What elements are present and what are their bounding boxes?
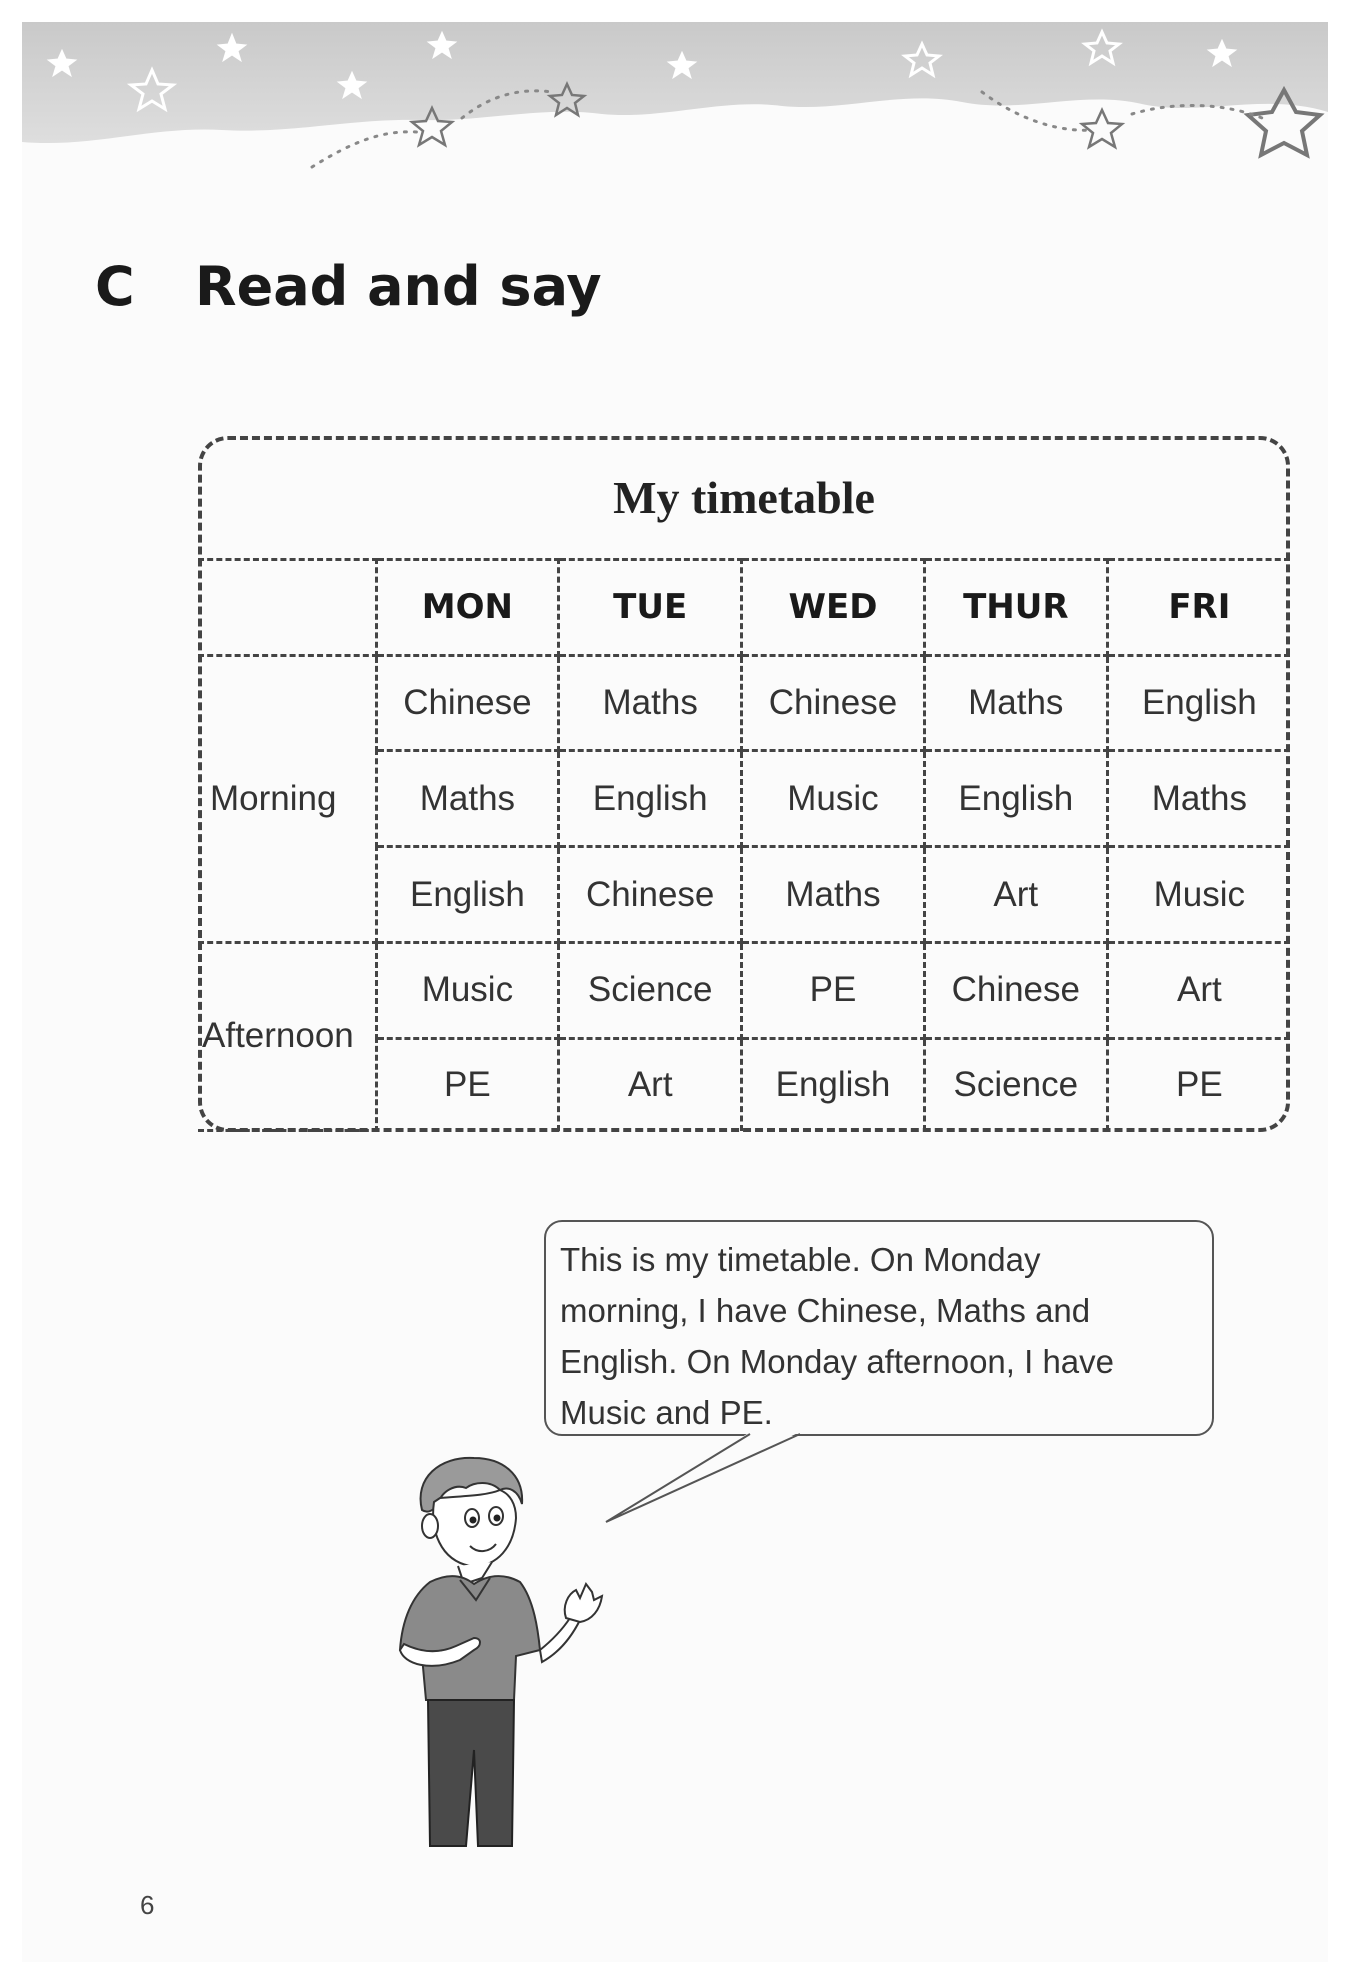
page-number: 6 xyxy=(140,1890,155,1920)
subject-cell: Maths xyxy=(924,655,1107,751)
speech-line: English. On Monday afternoon, I have xyxy=(560,1343,1115,1380)
subject-cell: Art xyxy=(1107,942,1290,1038)
section-heading xyxy=(95,255,602,318)
period-label-morning: Morning xyxy=(198,655,376,942)
table-row xyxy=(198,942,1290,1038)
subject-cell: Art xyxy=(924,847,1107,943)
timetable xyxy=(198,436,1290,1132)
subject-cell: Maths xyxy=(559,655,742,751)
corner-cell xyxy=(198,560,376,656)
subject-cell: Art xyxy=(559,1038,742,1130)
subject-cell: PE xyxy=(376,1038,559,1130)
day-header-thur: THUR xyxy=(924,560,1107,656)
subject-cell: Science xyxy=(559,942,742,1038)
subject-cell: PE xyxy=(742,942,925,1038)
subject-cell: English xyxy=(924,751,1107,847)
subject-cell: Maths xyxy=(742,847,925,943)
subject-cell: Chinese xyxy=(376,655,559,751)
period-label-afternoon: Afternoon xyxy=(198,942,376,1130)
subject-cell: English xyxy=(559,751,742,847)
section-title: Read and say xyxy=(195,255,602,318)
section-letter: C xyxy=(95,255,135,318)
subject-cell: Science xyxy=(924,1038,1107,1130)
subject-cell: Chinese xyxy=(742,655,925,751)
subject-cell: PE xyxy=(1107,1038,1290,1130)
day-header-row xyxy=(198,560,1290,656)
day-header-mon: MON xyxy=(376,560,559,656)
speech-bubble xyxy=(544,1220,1214,1436)
subject-cell: Chinese xyxy=(924,942,1107,1038)
subject-cell: Music xyxy=(742,751,925,847)
subject-cell: English xyxy=(742,1038,925,1130)
speech-line: morning, I have Chinese, Maths and xyxy=(560,1292,1091,1329)
speech-bubble-tail xyxy=(600,1430,830,1530)
subject-cell: Chinese xyxy=(559,847,742,943)
speech-line: Music and PE. xyxy=(560,1394,773,1431)
subject-cell: Music xyxy=(376,942,559,1038)
timetable-title: My timetable xyxy=(613,471,875,523)
day-header-tue: TUE xyxy=(559,560,742,656)
subject-cell: Maths xyxy=(376,751,559,847)
stars-banner xyxy=(22,22,1328,192)
subject-cell: English xyxy=(376,847,559,943)
table-row xyxy=(198,655,1290,751)
timetable-grid xyxy=(198,558,1290,1132)
day-header-wed: WED xyxy=(742,560,925,656)
subject-cell: Music xyxy=(1107,847,1290,943)
speech-line: This is my timetable. On Monday xyxy=(560,1241,1041,1278)
boy-illustration xyxy=(390,1450,630,1850)
subject-cell: Maths xyxy=(1107,751,1290,847)
subject-cell: English xyxy=(1107,655,1290,751)
day-header-fri: FRI xyxy=(1107,560,1290,656)
